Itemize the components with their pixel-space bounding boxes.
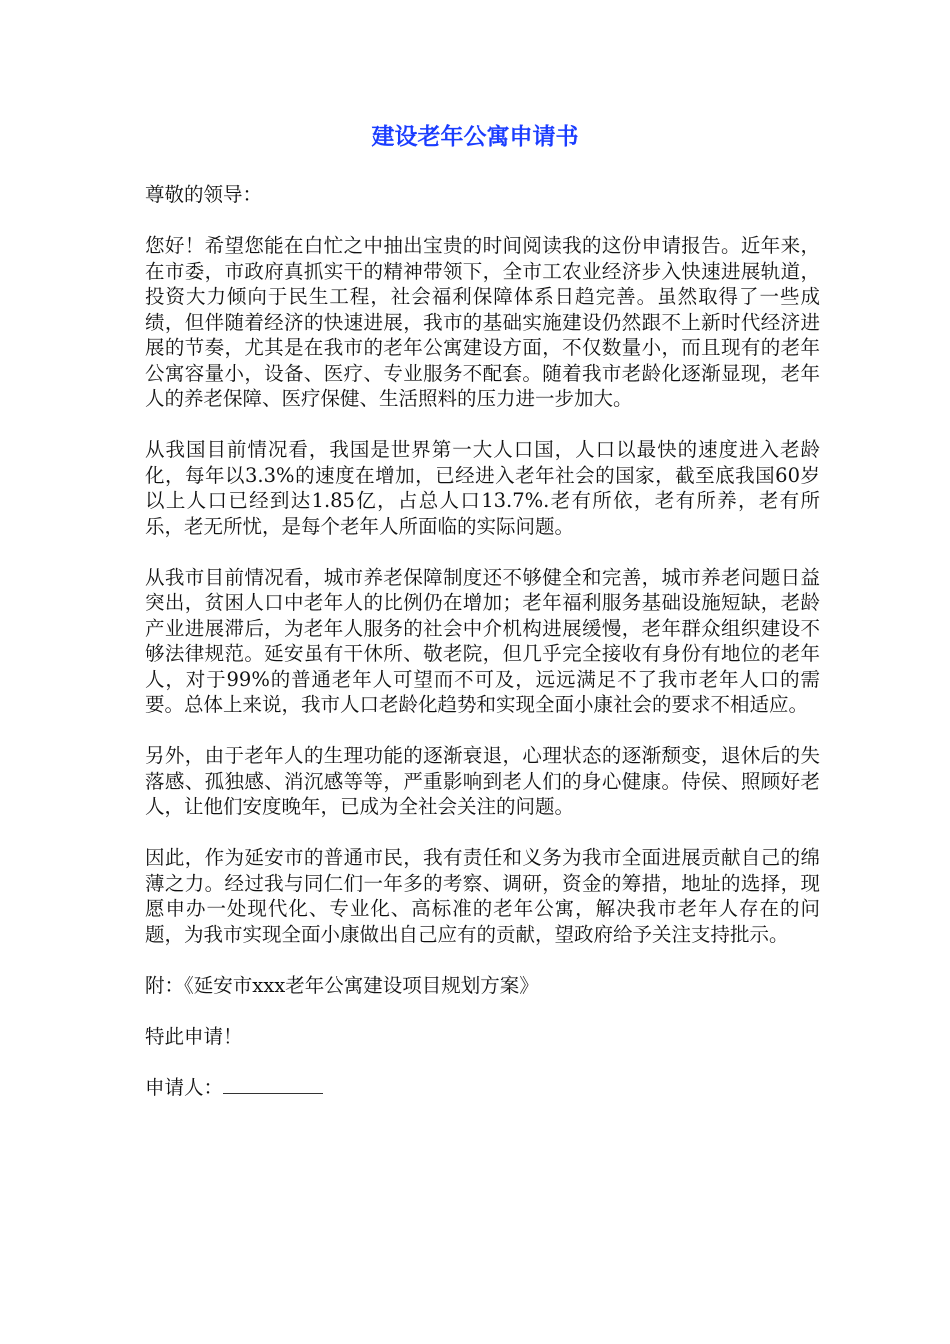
- paragraph-5: 因此，作为延安市的普通市民，我有责任和义务为我市全面进展贡献自己的绵薄之力。经过我与同仁们一年多的考察、调研，资金的筹措，地址的选择，现愿申办一处现代化、专业化、高标准的老年公寓，解决我市老年人存在的问题，为我市实现全面小康做出自己应有的贡献，望政府给予关注支持批示。: [145, 846, 820, 946]
- attachment-line: 附：《延安市xxx老年公寓建设项目规划方案》: [145, 973, 539, 997]
- closing-line: 特此申请！: [145, 1024, 243, 1048]
- signature-blank: [223, 1075, 323, 1094]
- paragraph-4: 另外，由于老年人的生理功能的逐渐衰退，心理状态的逐渐颓变，退休后的失落感、孤独感、消沉感等等，严重影响到老人们的身心健康。侍侯、照顾好老人，让他们安度晚年，已成为全社会关注的问题。: [145, 744, 820, 818]
- paragraph-2: 从我国目前情况看，我国是世界第一大人口国，人口以最快的速度进入老龄化，每年以3.3%的速度在增加，已经进入老年社会的国家，截至底我国60岁以上人口已经到达1.85亿，占总人口13.7%.老有所依，老有所养，老有所乐，老无所忧，是每个老年人所面临的实际问题。: [145, 438, 820, 538]
- applicant-line: [145, 1075, 820, 1101]
- applicant-label: 申请人：: [145, 1075, 224, 1099]
- paragraph-3: 从我市目前情况看，城市养老保障制度还不够健全和完善，城市养老问题日益突出，贫困人口中老年人的比例仍在增加；老年福利服务基础设施短缺，老龄产业进展滞后，为老年人服务的社会中介机构进展缓慢，老年群众组织建设不够法律规范。延安虽有干休所、敬老院，但几乎完全接收有身份有地位的老年人，对于99%的普通老年人可望而不可及，远远满足不了我市老年人口的需要。总体上来说，我市人口老龄化趋势和实现全面小康社会的要求不相适应。: [145, 565, 820, 716]
- document-title: 建设老年公寓申请书: [371, 124, 579, 150]
- salutation: 尊敬的领导：: [145, 183, 263, 206]
- paragraph-1: 您好！希望您能在白忙之中抽出宝贵的时间阅读我的这份申请报告。近年来，在市委，市政府真抓实干的精神带领下，全市工农业经济步入快速进展轨道，投资大力倾向于民生工程，社会福利保障体系日趋完善。虽然取得了一些成绩，但伴随着经济的快速进展，我市的基础实施建设仍然跟不上新时代经济进展的节奏，尤其是在我市的老年公寓建设方面，不仅数量小，而且现有的老年公寓容量小，设备、医疗、专业服务不配套。随着我市老龄化逐渐显现，老年人的养老保障、医疗保健、生活照料的压力进一步加大。: [145, 234, 820, 410]
- document-body: [145, 182, 820, 1100]
